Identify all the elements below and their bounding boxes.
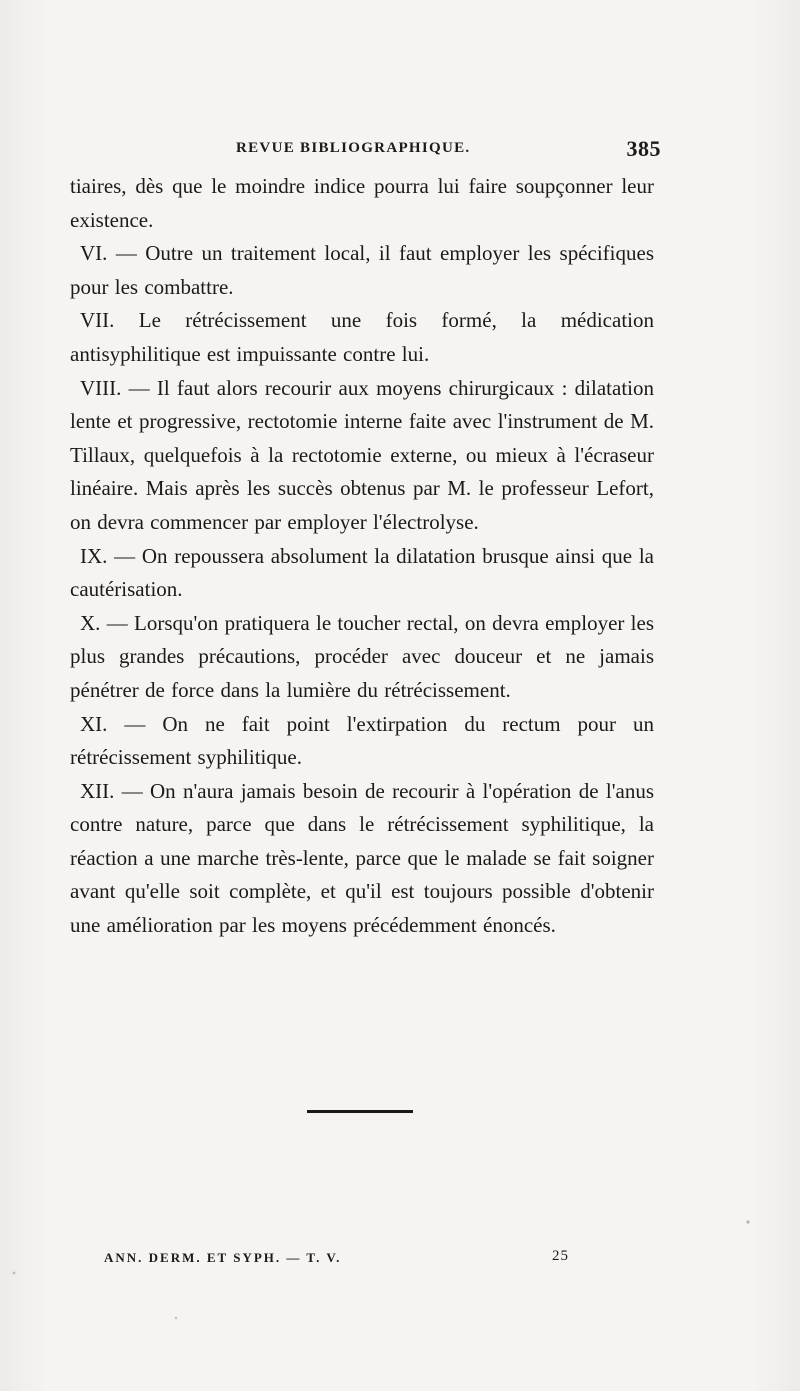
running-title: REVUE BIBLIOGRAPHIQUE. <box>236 140 471 156</box>
section-end-rule <box>307 1110 413 1113</box>
paper-speck-3 <box>175 1317 177 1319</box>
footer-signature: ANN. DERM. ET SYPH. — T. V. <box>104 1250 342 1265</box>
paragraph-ix: IX. — On repoussera absolument la dilatation brusque ainsi que la cautérisation. <box>70 543 654 602</box>
running-head <box>236 136 661 164</box>
paragraph-vi: VI. — Outre un traitement local, il faut employer les spécifiques pour les combattre. <box>70 241 654 299</box>
paragraph-xii: XII. — On n'aura jamais besoin de recourir à l'opération de l'anus contre nature, parce que dans le rétrécissement syphilitique, la réaction a une marche très-lente, parce que le malade se fait soigner avant qu'elle soit complète, et qu'il est toujours possible d'obtenir une amélioration par les moyens précédemment énoncés. <box>70 778 654 938</box>
paper-speck-2 <box>13 1272 16 1275</box>
paragraph-viii: VIII. — Il faut alors recourir aux moyens chirurgicaux : dilatation lente et progressive, rectotomie interne faite avec l'instrument de M. Tillaux, quelquefois à la rectotomie externe, ou mieux à l'écraseur linéaire. Mais après les succès obtenus par M. le professeur Lefort, on devra commencer par employer l'électrolyse. <box>70 375 654 534</box>
paragraph-x: X. — Lorsqu'on pratiquera le toucher rectal, on devra employer les plus grandes précautions, procéder avec douceur et ne jamais pénétrer de force dans la lumière du rétrécissement. <box>70 610 654 702</box>
paragraph-continuation: tiaires, dès que le moindre indice pourra lui faire soupçonner leur existence. <box>70 174 654 232</box>
paragraph-vii: VII. Le rétrécissement une fois formé, la médication antisyphilitique est impuissante contre lui. <box>70 308 654 366</box>
footer-sheet-number: 25 <box>552 1248 569 1264</box>
page-number: 385 <box>626 136 661 161</box>
paper-speck-1 <box>746 1220 749 1223</box>
paragraph-xi: XI. — On ne fait point l'extirpation du rectum pour un rétrécissement syphilitique. <box>70 711 654 770</box>
body-text <box>70 170 654 943</box>
